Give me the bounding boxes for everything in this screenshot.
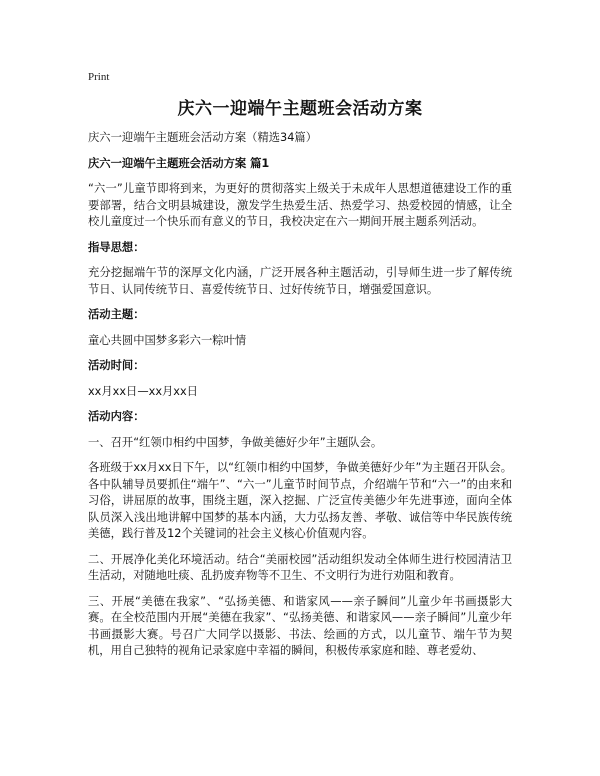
item2-paragraph: 二、开展净化美化环境活动。结合“美丽校园”活动组织发动全体师生进行校园清洁卫生活动，对随地吐痰、乱扔废弃物等不卫生、不文明行为进行劝阻和教育。 xyxy=(88,552,512,582)
intro-paragraph: “六一”儿童节即将到来，为更好的贯彻落实上级关于未成年人思想道德建设工作的重要部署，结合文明县城建设，激发学生热爱生活、热爱学习、热爱校园的情感，让全校儿童度过一个快乐而有意义的节日，我校决定在六一期间开展主题系列活动。 xyxy=(88,182,512,228)
time-paragraph: xx月xx日—xx月xx日 xyxy=(88,384,198,398)
item1-paragraph: 各班级于xx月xx日下午，以“红领巾相约中国梦，争做美德好少年”为主题召开队会。各中队辅导员要抓住“端午”、“六一”儿童节时间节点，介绍端午节和“六一”的由来和习俗，讲屈原的故事，围绕主题，深入挖掘、广泛宣传美德少年先进事迹，面向全体队员深入浅出地讲解中国梦的基本内涵，大力弘扬友善、孝敬、诚信等中华民族传统美德，践行普及12个关键词的社会主义核心价值观内容。 xyxy=(88,461,512,540)
item3-paragraph: 三、开展“美德在我家”、“弘扬美德、和谐家风——亲子瞬间”儿童少年书画摄影大赛。在全校范围内开展“美德在我家”、“弘扬美德、和谐家风——亲子瞬间”儿童少年书画摄影大赛。号召广大同学以摄影、书法、绘画的方式，以儿童节、端午节为契机，用自己独特的视角记录家庭中幸福的瞬间，积极传承家庭和睦、尊老爱幼、 xyxy=(88,594,512,657)
time-heading: 活动时间： xyxy=(88,359,145,372)
print-label[interactable]: Print xyxy=(88,71,110,83)
page-title: 庆六一迎端午主题班会活动方案 xyxy=(177,99,423,119)
theme-paragraph: 童心共圆中国梦多彩六一粽叶情 xyxy=(88,333,247,347)
document-subtitle: 庆六一迎端午主题班会活动方案（精选34篇） xyxy=(88,131,318,144)
theme-heading: 活动主题： xyxy=(88,308,145,321)
section-heading: 庆六一迎端午主题班会活动方案 篇1 xyxy=(88,156,270,170)
document-body xyxy=(88,130,512,669)
guide-paragraph: 充分挖掘端午节的深厚文化内涵，广泛开展各种主题活动，引导师生进一步了解传统节日、认同传统节日、喜爱传统节日、过好传统节日，增强爱国意识。 xyxy=(88,266,512,296)
item1-title: 一、召开“红领巾相约中国梦，争做美德好少年”主题队会。 xyxy=(88,435,383,449)
content-heading: 活动内容： xyxy=(88,410,145,423)
guide-heading: 指导思想： xyxy=(88,240,145,254)
